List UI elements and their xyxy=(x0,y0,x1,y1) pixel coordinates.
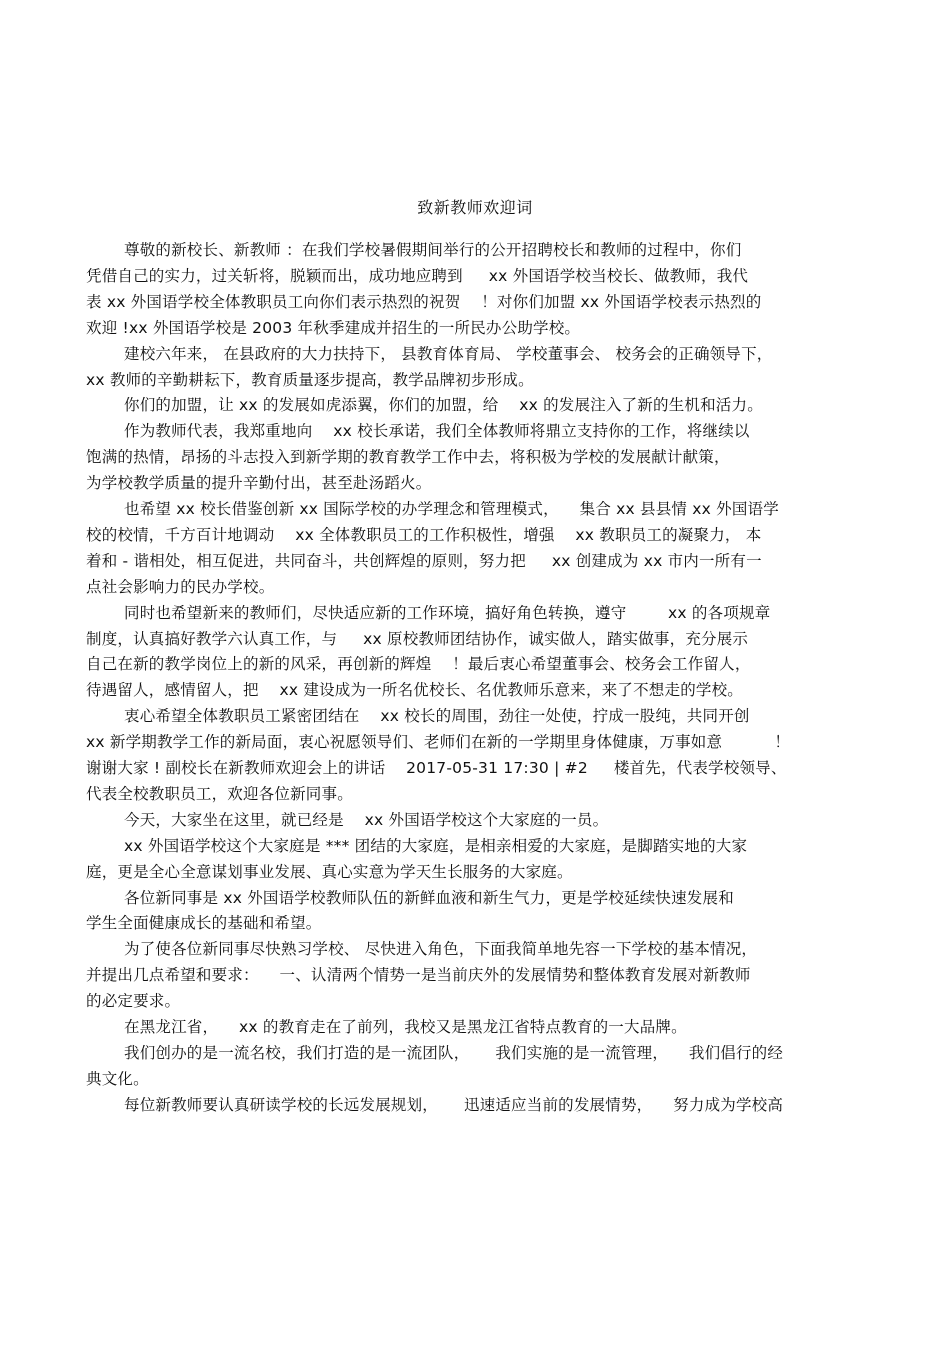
paragraph-line: 建校六年来， 在县政府的大力扶持下， 县教育体育局、 学校董事会、 校务会的正确领导下， xyxy=(124,345,773,363)
paragraph-line: 典文化。 xyxy=(86,1070,149,1088)
paragraph-line: 欢迎 !xx 外国语学校是 2003 年秋季建成并招生的一所民办公助学校。 xyxy=(86,319,581,337)
paragraph-line: 校的校情，千方百计地调动 xx 全体教职员工的工作积极性，增强 xx 教职员工的凝聚力， 本 xyxy=(86,526,762,544)
paragraph-line: 衷心希望全体教职员工紧密团结在 xx 校长的周围，劲往一处使，拧成一股纯，共同开创 xyxy=(124,707,750,725)
paragraph-line: xx 外国语学校这个大家庭是 *** 团结的大家庭，是相亲相爱的大家庭，是脚踏实地的大家 xyxy=(124,837,748,855)
paragraph-line: 代表全校教职员工，欢迎各位新同事。 xyxy=(86,785,353,803)
paragraph-line: 待遇留人，感情留人，把 xx 建设成为一所名优校长、名优教师乐意来，来了不想走的学校。 xyxy=(86,681,744,699)
paragraph-line: 为学校教学质量的提升辛勤付出，甚至赴汤蹈火。 xyxy=(86,474,432,492)
paragraph-line: xx 教师的辛勤耕耘下，教育质量逐步提高，教学品牌初步形成。 xyxy=(86,371,534,389)
paragraph-line: 自己在新的教学岗位上的新的风采，再创新的辉煌 ！最后衷心希望董事会、校务会工作留人， xyxy=(86,655,751,673)
paragraph-line: 谢谢大家 ! 副校长在新教师欢迎会上的讲话 2017-05-31 17:30 | #2 楼首先，代表学校领导、 xyxy=(86,759,787,777)
paragraph-line: 各位新同事是 xx 外国语学校教师队伍的新鲜血液和新生气力，更是学校延续快速发展和 xyxy=(124,889,734,907)
paragraph-line: 为了使各位新同事尽快熟习学校、 尽快进入角色，下面我简单地先容一下学校的基本情况， xyxy=(124,940,758,958)
paragraph-line: 今天，大家坐在这里，就已经是 xx 外国语学校这个大家庭的一员。 xyxy=(124,811,609,829)
paragraph-line: xx 新学期教学工作的新局面，衷心祝愿领导们、老师们在新的一学期里身体健康，万事如意 ！ xyxy=(86,733,791,751)
document-title: 致新教师欢迎词 xyxy=(417,198,533,217)
paragraph-line: 你们的加盟，让 xx 的发展如虎添翼，你们的加盟，给 xx 的发展注入了新的生机和活力。 xyxy=(124,396,763,414)
paragraph-line: 作为教师代表，我郑重地向 xx 校长承诺，我们全体教师将鼎立支持你的工作，将继续以 xyxy=(124,422,750,440)
paragraph-line: 着和 - 谐相处，相互促进，共同奋斗，共创辉煌的原则，努力把 xx 创建成为 xx 市内一所有一 xyxy=(86,552,762,570)
paragraph-line: 我们创办的是一流名校，我们打造的是一流团队， 我们实施的是一流管理， 我们倡行的经 xyxy=(124,1044,784,1062)
paragraph-line: 饱满的热情，昂扬的斗志投入到新学期的教育教学工作中去，将积极为学校的发展献计献策， xyxy=(86,448,730,466)
paragraph-line: 也希望 xx 校长借鉴创新 xx 国际学校的办学理念和管理模式， 集合 xx 县县情 xx 外国语学 xyxy=(124,500,779,518)
paragraph-line: 的必定要求。 xyxy=(86,992,181,1010)
paragraph-line: 同时也希望新来的教师们，尽快适应新的工作环境，搞好角色转换，遵守 xx 的各项规章 xyxy=(124,604,771,622)
paragraph-line: 在黑龙江省， xx 的教育走在了前列，我校又是黑龙江省特点教育的一大品牌。 xyxy=(124,1018,687,1036)
paragraph-line: 制度，认真搞好教学六认真工作，与 xx 原校教师团结协作，诚实做人，踏实做事，充分展示 xyxy=(86,630,749,648)
paragraph-line: 表 xx 外国语学校全体教职员工向你们表示热烈的祝贺 ！对你们加盟 xx 外国语学校表示热烈的 xyxy=(86,293,762,311)
paragraph-line: 点社会影响力的民办学校。 xyxy=(86,578,275,596)
paragraph-line: 学生全面健康成长的基础和希望。 xyxy=(86,914,322,932)
paragraph-line: 每位新教师要认真研读学校的长远发展规划， 迅速适应当前的发展情势， 努力成为学校高 xyxy=(124,1096,784,1114)
paragraph-line: 并提出几点希望和要求： 一、认清两个情势一是当前庆外的发展情势和整体教育发展对新教师 xyxy=(86,966,751,984)
paragraph-line: 凭借自己的实力，过关斩将，脱颖而出，成功地应聘到 xx 外国语学校当校长、做教师，我代 xyxy=(86,267,749,285)
paragraph-line: 庭，更是全心全意谋划事业发展、真心实意为学天生长服务的大家庭。 xyxy=(86,863,573,881)
paragraph-line: 尊敬的新校长、新教师 ：在我们学校暑假期间举行的公开招聘校长和教师的过程中，你们 xyxy=(124,241,742,259)
